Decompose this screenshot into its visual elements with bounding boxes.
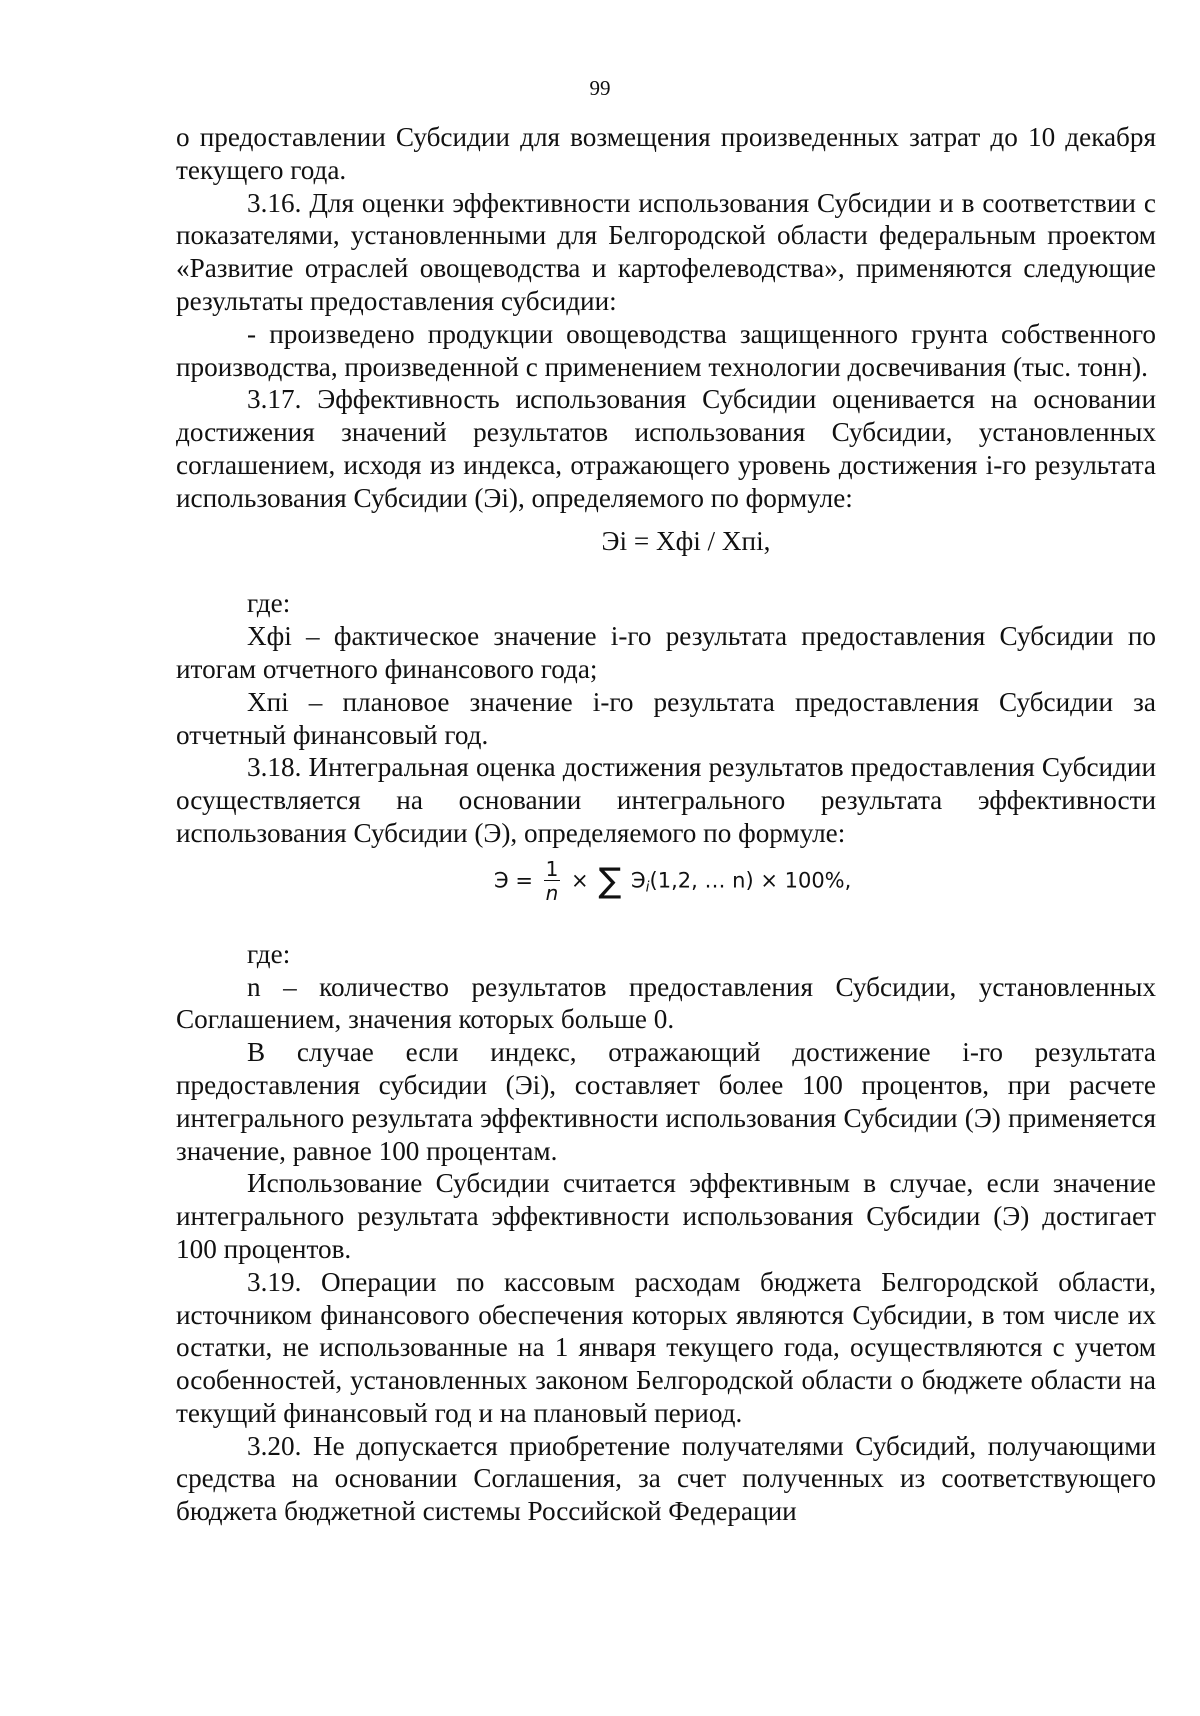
page-number: 99	[589, 76, 611, 100]
paragraph-3-16: 3.16. Для оценки эффективности использования Субсидии и в соответствии с показателями, установленными для Белгородской области федеральным проектом «Развитие отраслей овощеводства и картофелеводства», применяются следующие результаты предоставления субсидии:	[176, 187, 1156, 316]
where-label-2: где:	[247, 938, 291, 969]
paragraph-3-19: 3.19. Операции по кассовым расходам бюджета Белгородской области, источником финансового обеспечения которых являются Субсидии, в том числе их остатки, не использованные на 1 января текущего года, осуществляются с учетом особенностей, установленных законом Белгородской области о бюджете области на текущий финансовый год и на плановый период.	[176, 1266, 1156, 1428]
formula-term-subscript: i	[645, 879, 650, 896]
formula-term: Э	[630, 868, 646, 893]
paragraph-3-18: 3.18. Интегральная оценка достижения результатов предоставления Субсидии осуществляется на основании интегрального результата эффективности использования Субсидии (Э), определяемого по формуле:	[176, 752, 1156, 848]
document-body	[176, 121, 1156, 1528]
fraction-numerator: 1	[545, 856, 559, 881]
formula-fraction	[544, 858, 561, 905]
formula-rest: × 100%,	[760, 868, 852, 893]
formula-args: (1,2, … n)	[649, 868, 754, 893]
formula-integral	[176, 850, 1156, 938]
paragraph-effective: Использование Субсидии считается эффективным в случае, если значение интегрального результата эффективности использования Субсидии (Э) достигает 100 процентов.	[176, 1168, 1156, 1264]
sum-symbol: ∑	[598, 860, 622, 901]
formula-times: ×	[571, 868, 589, 893]
paragraph-result-item: - произведено продукции овощеводства защищенного грунта собственного производства, произведенной с применением технологии досвечивания (тыс. тонн).	[176, 318, 1156, 382]
fraction-denominator: n	[545, 880, 559, 905]
formula-lhs: Э =	[494, 868, 533, 893]
paragraph-planned-value: Хпi – плановое значение i-го результата предоставления Субсидии за отчетный финансовый год.	[176, 686, 1156, 750]
where-label-1: где:	[247, 588, 291, 619]
paragraph-actual-value: Хфi – фактическое значение i-го результата предоставления Субсидии по итогам отчетного финансового года;	[176, 621, 1156, 684]
paragraph-over-100: В случае если индекс, отражающий достижение i-го результата предоставления субсидии (Эi), составляет более 100 процентов, при расчете интегрального результата эффективности использования Субсидии (Э) применяется значение, равное 100 процентам.	[176, 1037, 1156, 1166]
paragraph-3-17: 3.17. Эффективность использования Субсидии оценивается на основании достижения значений результатов использования Субсидии, установленных соглашением, исходя из индекса, отражающего уровень достижения i-го результата использования Субсидии (Эi), определяемого по формуле:	[176, 384, 1156, 513]
formula-index: Эi = Хфi / Хпi,	[601, 525, 771, 556]
paragraph-intro: о предоставлении Субсидии для возмещения произведенных затрат до 10 декабря текущего года.	[176, 122, 1156, 185]
paragraph-n-definition: n – количество результатов предоставления Субсидии, установленных Соглашением, значения которых больше 0.	[176, 971, 1156, 1035]
paragraph-3-20: 3.20. Не допускается приобретение получателями Субсидий, получающими средства на основании Соглашения, за счет полученных из соответствующего бюджета бюджетной системы Российской Федерации	[176, 1430, 1156, 1527]
